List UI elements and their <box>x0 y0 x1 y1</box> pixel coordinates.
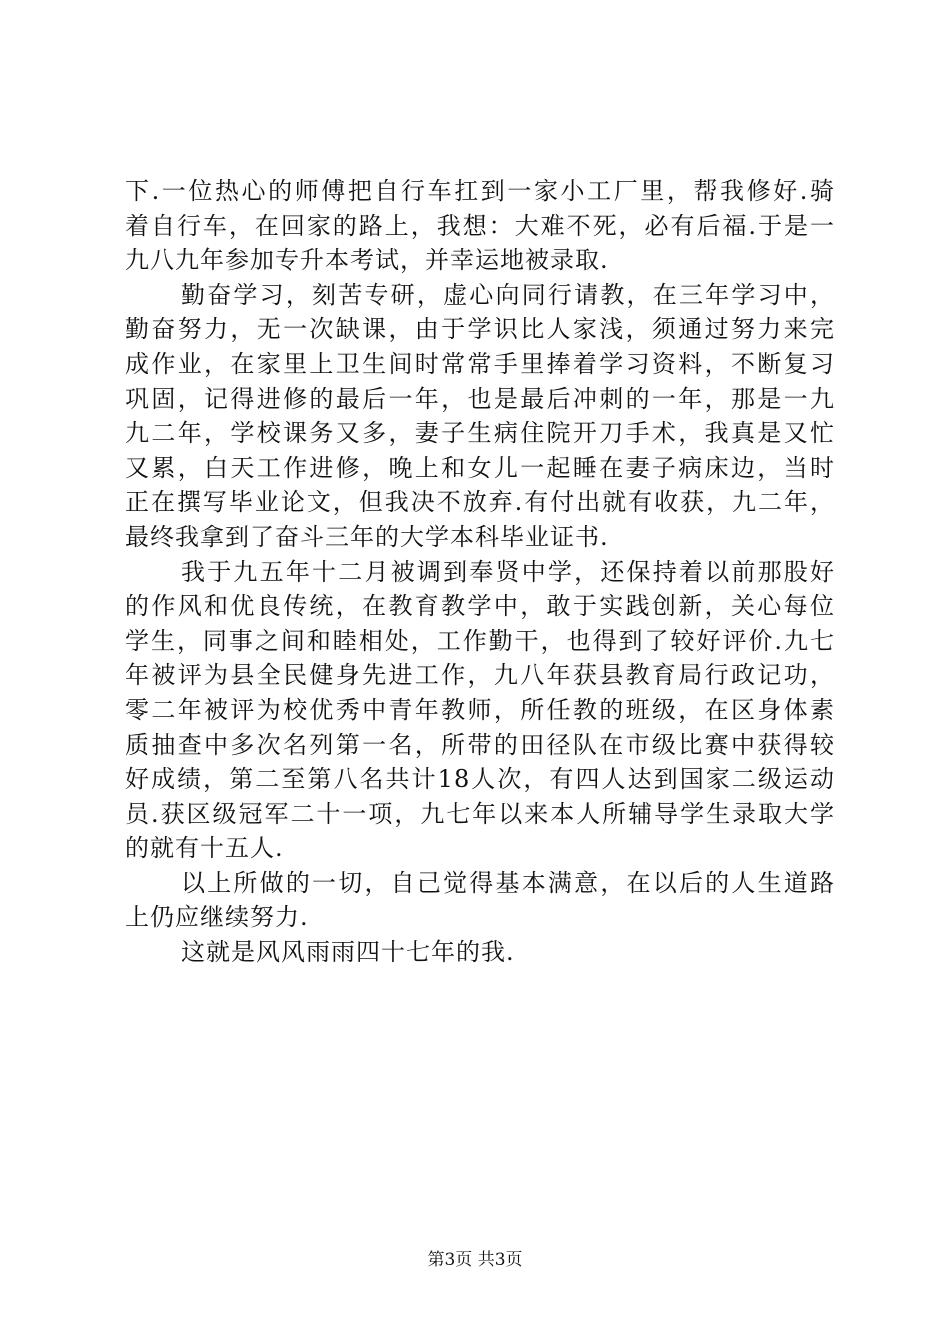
text-line: 下.一位热心的师傅把自行车扛到一家小工厂里，帮我修好.骑 <box>125 177 835 205</box>
paragraph-first-line: 勤奋学习，刻苦专研，虚心向同行请教，在三年学习中， <box>181 280 835 309</box>
text-line: 九八九年参加专升本考试，并幸运地被录取. <box>125 246 609 275</box>
text-line: 巩固，记得进修的最后一年，也是最后冲刺的一年，那是一九 <box>125 384 835 413</box>
text-line: 勤奋努力，无一次缺课，由于学识比人家浅，须通过努力来完 <box>125 315 835 344</box>
text-line: 零二年被评为校优秀中青年教师，所任教的班级，在区身体素 <box>125 695 835 724</box>
text-line: 正在撰写毕业论文，但我决不放弃.有付出就有收获，九二年， <box>125 488 835 517</box>
text-line: 成作业，在家里上卫生间时常常手里捧着学习资料，不断复习 <box>125 349 835 378</box>
paragraph-first-line: 这就是风风雨雨四十七年的我. <box>181 938 515 967</box>
text-line: 员.获区级冠军二十一项，九七年以来本人所辅导学生录取大学 <box>125 799 835 828</box>
text-line: 最终我拿到了奋斗三年的大学本科毕业证书. <box>125 522 609 551</box>
text-line: 质抽查中多次名列第一名，所带的田径队在市级比赛中获得较 <box>125 730 835 759</box>
text-line: 的作风和优良传统，在教育教学中，敢于实践创新，关心每位 <box>125 592 835 621</box>
text-line: 好成绩，第二至第八名共计18人次，有四人达到国家二级运动 <box>125 765 835 794</box>
page-number-footer: 第3页 共3页 <box>427 1250 523 1270</box>
text-line: 学生，同事之间和睦相处，工作勤干，也得到了较好评价.九七 <box>125 626 835 655</box>
text-line: 年被评为县全民健身先进工作，九八年获县教育局行政记功， <box>125 661 835 690</box>
paragraph-first-line: 我于九五年十二月被调到奉贤中学，还保持着以前那股好 <box>181 557 835 586</box>
text-line: 的就有十五人. <box>125 834 284 863</box>
text-line: 着自行车，在回家的路上，我想：大难不死，必有后福.于是一 <box>125 211 835 240</box>
document-body <box>125 174 835 970</box>
paragraph-first-line: 以上所做的一切，自己觉得基本满意，在以后的人生道路 <box>181 868 835 897</box>
text-line: 上仍应继续努力. <box>125 903 309 932</box>
text-line: 又累，白天工作进修，晚上和女儿一起睡在妻子病床边，当时 <box>125 453 835 482</box>
text-line: 九二年，学校课务又多，妻子生病住院开刀手术，我真是又忙 <box>125 419 835 448</box>
